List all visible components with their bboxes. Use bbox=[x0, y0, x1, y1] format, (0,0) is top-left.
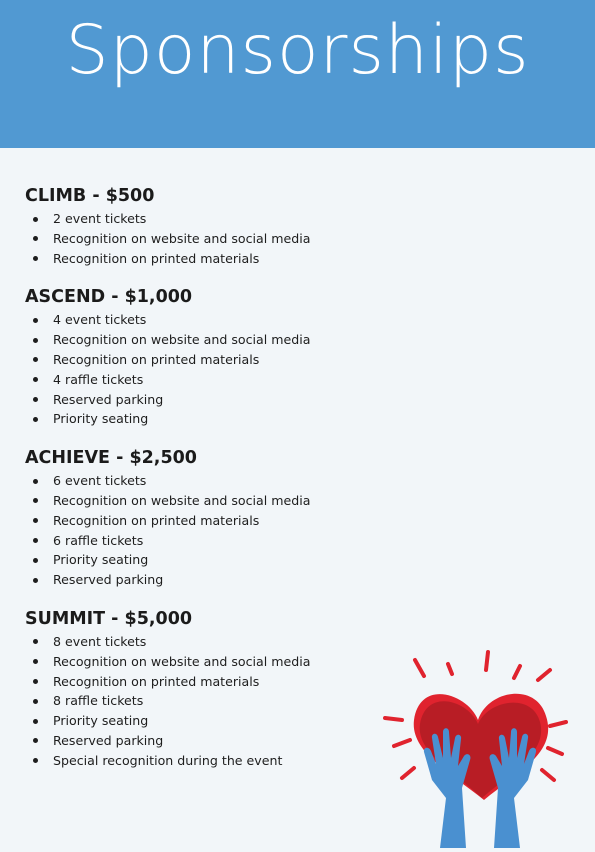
benefit-list bbox=[25, 209, 365, 268]
benefit-item bbox=[25, 751, 365, 771]
bullet-icon bbox=[33, 417, 38, 422]
header-banner bbox=[0, 0, 595, 148]
benefit-item bbox=[25, 491, 365, 511]
tier-heading: CLIMB - $500 bbox=[25, 186, 155, 206]
benefit-item bbox=[25, 370, 365, 390]
bullet-icon bbox=[33, 758, 38, 763]
benefit-text: Recognition on printed materials bbox=[53, 673, 260, 689]
benefit-item bbox=[25, 229, 365, 249]
bullet-icon bbox=[33, 679, 38, 684]
benefit-list bbox=[25, 471, 365, 590]
benefit-text: Recognition on printed materials bbox=[53, 512, 260, 528]
page-title: Sponsorships bbox=[65, 11, 530, 90]
benefit-list bbox=[25, 310, 365, 429]
bullet-icon bbox=[33, 498, 38, 503]
benefit-item bbox=[25, 632, 365, 652]
bullet-icon bbox=[33, 397, 38, 402]
benefit-text: 6 raffle tickets bbox=[53, 532, 144, 548]
benefit-text: 4 event tickets bbox=[53, 312, 147, 328]
benefit-item bbox=[25, 570, 365, 590]
bullet-icon bbox=[33, 719, 38, 724]
benefit-text: Recognition on website and social media bbox=[53, 332, 311, 348]
benefit-text: 8 event tickets bbox=[53, 633, 147, 649]
benefit-text: Reserved parking bbox=[53, 572, 164, 588]
tier-heading: ASCEND - $1,000 bbox=[25, 287, 193, 308]
heart-with-hands-icon bbox=[380, 648, 575, 848]
benefit-text: Priority seating bbox=[53, 713, 149, 729]
tier-achieve bbox=[25, 447, 365, 590]
benefit-item bbox=[25, 409, 365, 429]
bullet-icon bbox=[33, 318, 38, 323]
benefit-text: Recognition on printed materials bbox=[53, 351, 260, 367]
tier-summit bbox=[25, 608, 365, 771]
tier-climb bbox=[25, 185, 365, 268]
benefit-item bbox=[25, 731, 365, 751]
benefit-item bbox=[25, 672, 365, 692]
bullet-icon bbox=[33, 357, 38, 362]
benefit-text: Recognition on website and social media bbox=[53, 653, 311, 669]
bullet-icon bbox=[33, 338, 38, 343]
bullet-icon bbox=[33, 236, 38, 241]
bullet-icon bbox=[33, 217, 38, 222]
benefit-item bbox=[25, 310, 365, 330]
bullet-icon bbox=[33, 518, 38, 523]
benefit-item bbox=[25, 330, 365, 350]
bullet-icon bbox=[33, 256, 38, 261]
bullet-icon bbox=[33, 639, 38, 644]
benefit-item bbox=[25, 390, 365, 410]
bullet-icon bbox=[33, 538, 38, 543]
tier-heading: SUMMIT - $5,000 bbox=[25, 608, 193, 629]
benefit-item bbox=[25, 350, 365, 370]
benefit-item bbox=[25, 691, 365, 711]
benefit-item bbox=[25, 471, 365, 491]
benefit-text: Recognition on printed materials bbox=[53, 250, 260, 266]
benefit-text: 8 raffle tickets bbox=[53, 693, 144, 709]
bullet-icon bbox=[33, 558, 38, 563]
benefit-text: Priority seating bbox=[53, 552, 149, 568]
sponsorship-tiers bbox=[25, 185, 365, 789]
bullet-icon bbox=[33, 578, 38, 583]
benefit-item bbox=[25, 531, 365, 551]
bullet-icon bbox=[33, 699, 38, 704]
benefit-item bbox=[25, 209, 365, 229]
benefit-text: Special recognition during the event bbox=[53, 752, 283, 768]
benefit-text: Reserved parking bbox=[53, 732, 164, 748]
benefit-item bbox=[25, 711, 365, 731]
benefit-text: Reserved parking bbox=[53, 391, 164, 407]
benefit-item bbox=[25, 652, 365, 672]
benefit-item bbox=[25, 249, 365, 269]
benefit-text: 2 event tickets bbox=[53, 211, 147, 226]
benefit-list bbox=[25, 632, 365, 771]
benefit-text: Recognition on website and social media bbox=[53, 230, 311, 246]
bullet-icon bbox=[33, 659, 38, 664]
tier-heading: ACHIEVE - $2,500 bbox=[25, 448, 197, 469]
benefit-text: 4 raffle tickets bbox=[53, 371, 144, 387]
benefit-item bbox=[25, 550, 365, 570]
bullet-icon bbox=[33, 738, 38, 743]
benefit-text: 6 event tickets bbox=[53, 473, 147, 489]
tier-ascend bbox=[25, 286, 365, 429]
benefit-text: Priority seating bbox=[53, 411, 149, 427]
bullet-icon bbox=[33, 377, 38, 382]
benefit-item bbox=[25, 511, 365, 531]
bullet-icon bbox=[33, 479, 38, 484]
benefit-text: Recognition on website and social media bbox=[53, 492, 311, 508]
